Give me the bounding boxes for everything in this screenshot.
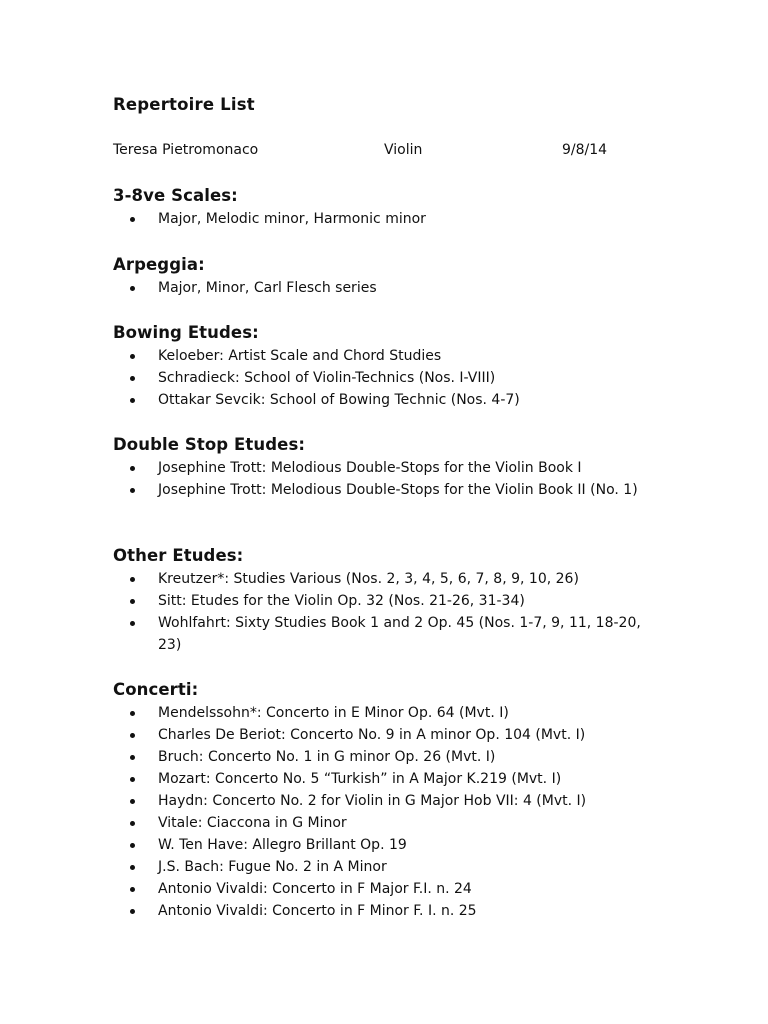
- section-heading-bowing-etudes: Bowing Etudes:: [113, 323, 259, 342]
- list-item-text: Kreutzer*: Studies Various (Nos. 2, 3, 4, 5, 6, 7, 8, 9, 10, 26): [158, 571, 579, 587]
- list-item-text: Haydn: Concerto No. 2 for Violin in G Major Hob VII: 4 (Mvt. I): [158, 793, 587, 809]
- list-item-text: Antonio Vivaldi: Concerto in F Minor F. I. n. 25: [158, 903, 477, 919]
- list-item-text: Mozart: Concerto No. 5 “Turkish” in A Major K.219 (Mvt. I): [158, 771, 562, 787]
- list-item-text: Josephine Trott: Melodious Double-Stops for the Violin Book I: [158, 460, 582, 476]
- list-item: [130, 746, 650, 768]
- arpeggia-list: [130, 277, 650, 299]
- section-heading-scales: 3-8ve Scales:: [113, 186, 238, 205]
- list-item: [130, 612, 650, 656]
- list-item: [130, 479, 650, 501]
- list-item: [130, 702, 650, 724]
- list-item: [130, 568, 650, 590]
- list-item-text: Antonio Vivaldi: Concerto in F Major F.I. n. 24: [158, 881, 472, 897]
- bullet-icon: [130, 799, 135, 804]
- bullet-icon: [130, 488, 135, 493]
- list-item-text: J.S. Bach: Fugue No. 2 in A Minor: [158, 859, 387, 875]
- bullet-icon: [130, 577, 135, 582]
- concerti-list: [130, 702, 650, 922]
- list-item-text: Major, Minor, Carl Flesch series: [158, 280, 377, 296]
- bullet-icon: [130, 865, 135, 870]
- list-item: [130, 834, 650, 856]
- bullet-icon: [130, 398, 135, 403]
- bullet-icon: [130, 733, 135, 738]
- bullet-icon: [130, 621, 135, 626]
- section-heading-concerti: Concerti:: [113, 680, 199, 699]
- bullet-icon: [130, 466, 135, 471]
- double-stop-etudes-list: [130, 457, 650, 501]
- list-item: [130, 768, 650, 790]
- list-item-text: Charles De Beriot: Concerto No. 9 in A minor Op. 104 (Mvt. I): [158, 727, 586, 743]
- list-item: [130, 457, 650, 479]
- list-item: [130, 900, 650, 922]
- list-item: [130, 277, 650, 299]
- bullet-icon: [130, 599, 135, 604]
- student-name: Teresa Pietromonaco: [113, 142, 259, 158]
- bullet-icon: [130, 887, 135, 892]
- list-item: [130, 367, 650, 389]
- list-item: [130, 812, 650, 834]
- bullet-icon: [130, 777, 135, 782]
- list-item-text: W. Ten Have: Allegro Brillant Op. 19: [158, 837, 407, 853]
- list-item-text: Vitale: Ciaccona in G Minor: [158, 815, 347, 831]
- instrument-label: Violin: [384, 142, 423, 158]
- bullet-icon: [130, 286, 135, 291]
- bullet-icon: [130, 711, 135, 716]
- list-item-text: Schradieck: School of Violin-Technics (Nos. I-VIII): [158, 370, 496, 386]
- bullet-icon: [130, 909, 135, 914]
- bullet-icon: [130, 376, 135, 381]
- scales-list: [130, 208, 650, 230]
- section-heading-arpeggia: Arpeggia:: [113, 255, 205, 274]
- section-heading-other-etudes: Other Etudes:: [113, 546, 244, 565]
- list-item-text: Wohlfahrt: Sixty Studies Book 1 and 2 Op. 45 (Nos. 1-7, 9, 11, 18-20, 23): [158, 615, 641, 653]
- list-item: [130, 724, 650, 746]
- bullet-icon: [130, 821, 135, 826]
- page-title: Repertoire List: [113, 95, 255, 114]
- list-item: [130, 856, 650, 878]
- list-item-text: Major, Melodic minor, Harmonic minor: [158, 211, 426, 227]
- list-item-text: Sitt: Etudes for the Violin Op. 32 (Nos. 21-26, 31-34): [158, 593, 525, 609]
- bullet-icon: [130, 843, 135, 848]
- bowing-etudes-list: [130, 345, 650, 411]
- list-item-text: Ottakar Sevcik: School of Bowing Technic (Nos. 4-7): [158, 392, 520, 408]
- bullet-icon: [130, 755, 135, 760]
- bullet-icon: [130, 217, 135, 222]
- list-item-text: Mendelssohn*: Concerto in E Minor Op. 64 (Mvt. I): [158, 705, 509, 721]
- section-heading-double-stop-etudes: Double Stop Etudes:: [113, 435, 306, 454]
- list-item: [130, 345, 650, 367]
- list-item: [130, 389, 650, 411]
- list-item: [130, 208, 650, 230]
- list-item: [130, 590, 650, 612]
- bullet-icon: [130, 354, 135, 359]
- other-etudes-list: [130, 568, 650, 656]
- list-item-text: Keloeber: Artist Scale and Chord Studies: [158, 348, 442, 364]
- list-item-text: Josephine Trott: Melodious Double-Stops for the Violin Book II (No. 1): [158, 482, 638, 498]
- list-item-text: Bruch: Concerto No. 1 in G minor Op. 26 (Mvt. I): [158, 749, 496, 765]
- list-item: [130, 790, 650, 812]
- list-item: [130, 878, 650, 900]
- document-date: 9/8/14: [562, 142, 608, 158]
